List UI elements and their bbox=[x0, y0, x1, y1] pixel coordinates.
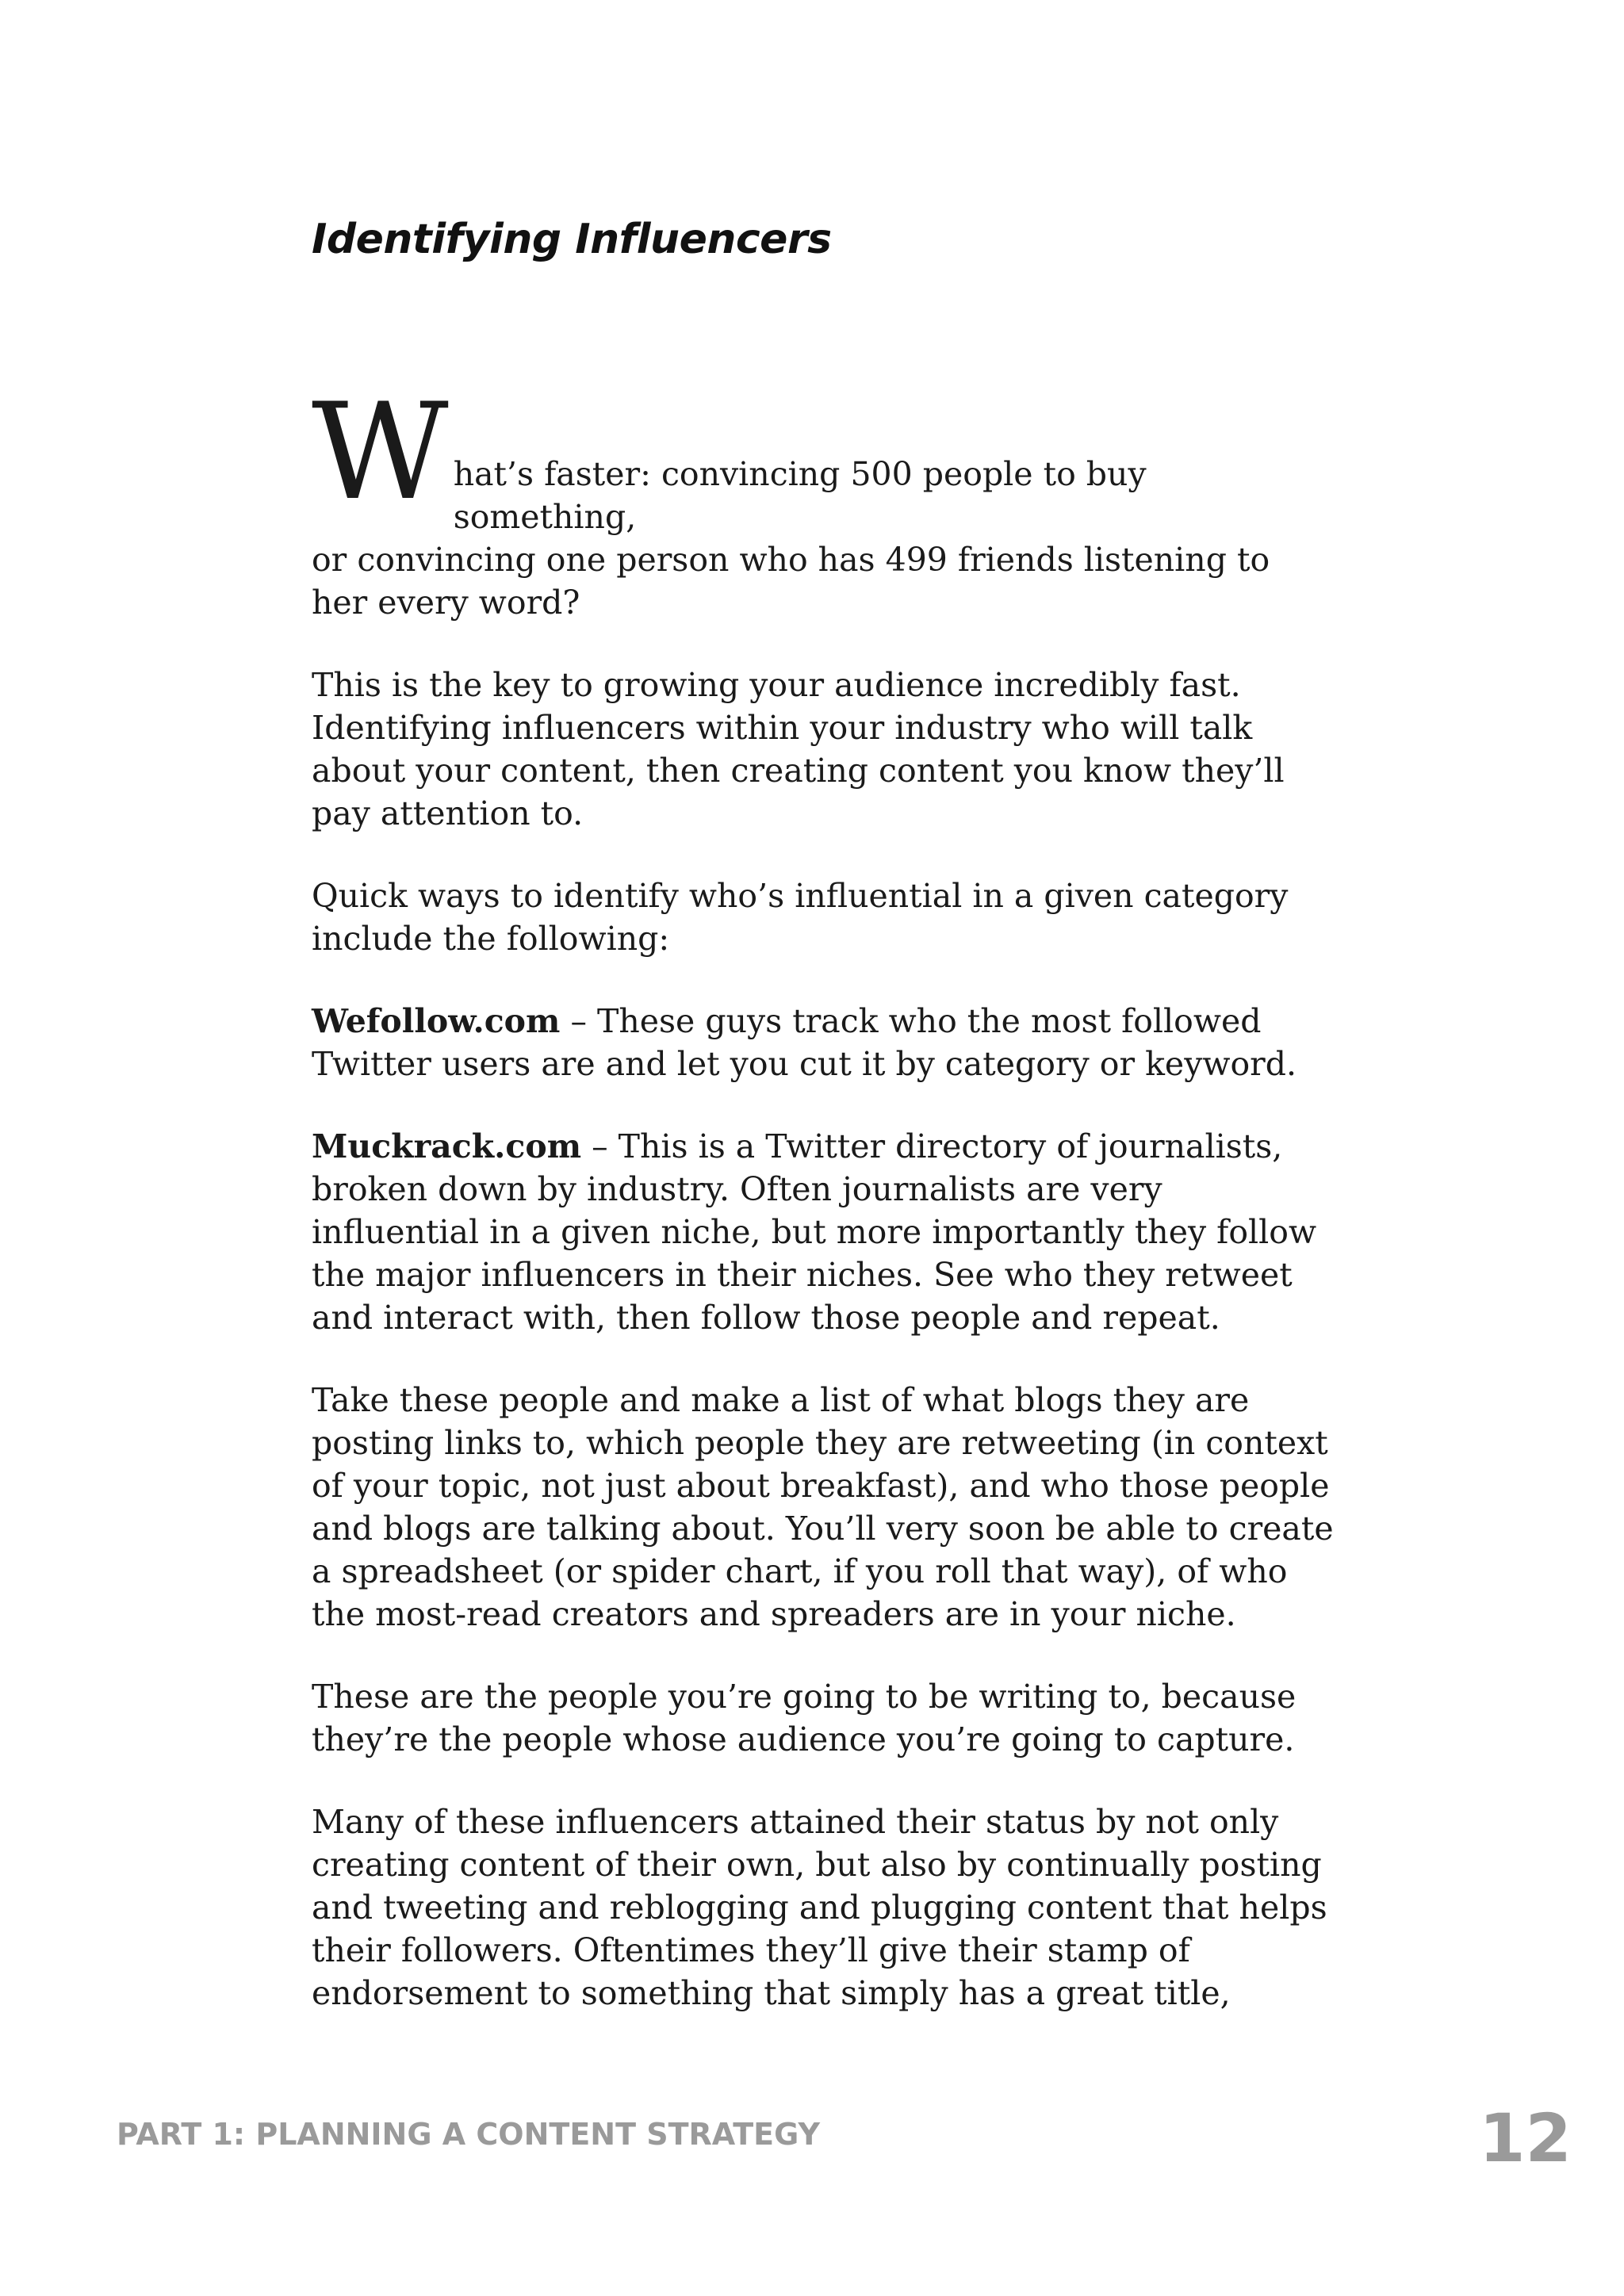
resource-term-muckrack: Muckrack.com bbox=[312, 1127, 582, 1165]
section-heading: Identifying Influencers bbox=[312, 216, 832, 263]
footer-section-label: PART 1: PLANNING A CONTENT STRATEGY bbox=[117, 2117, 821, 2152]
paragraph-people-writing-to: These are the people you’re going to be writing to, because they’re the people whose audience you’re going to capture. bbox=[312, 1678, 1297, 1758]
paragraph-key-to-growth: This is the key to growing your audience incredibly fast. Identifying influencers within your industry who will talk about your content, then creating content you know they’ll pay attention to. bbox=[312, 666, 1285, 832]
paragraph-quick-ways: Quick ways to identify who’s influential in a given category include the following: bbox=[312, 877, 1289, 958]
intro-paragraph bbox=[312, 374, 1335, 624]
page-number: 12 bbox=[1479, 2099, 1572, 2177]
resource-description-muckrack: – This is a Twitter directory of journalists, broken down by industry. Often journalists are very influential in a given niche, but more importantly they follow the major influencers in their niches. See who they retweet and interact with, then follow those people and repeat. bbox=[312, 1127, 1317, 1337]
drop-cap: W bbox=[312, 374, 449, 530]
paragraph-make-a-list: Take these people and make a list of what blogs they are posting links to, which people they are retweeting (in context of your topic, not just about breakfast), and who those people and blogs are talking about. You’ll very soon be able to create a spreadsheet (or spider chart, if you roll that way), of who the most-read creators and spreaders are in your niche. bbox=[312, 1381, 1334, 1633]
resource-description-wefollow: – These guys track who the most followed Twitter users are and let you cut it by category or keyword. bbox=[312, 1002, 1297, 1083]
intro-first-line: hat’s faster: convincing 500 people to buy something, bbox=[453, 455, 1147, 536]
body-text bbox=[312, 374, 1335, 2054]
resource-muckrack bbox=[312, 1125, 1335, 1339]
intro-rest: or convincing one person who has 499 friends listening to her every word? bbox=[312, 541, 1270, 622]
resource-term-wefollow: Wefollow.com bbox=[312, 1002, 561, 1040]
paragraph-influencers-status: Many of these influencers attained their status by not only creating content of their own, but also by continually posting and tweeting and reblogging and plugging content that helps their followers. Oftentimes they’ll give their stamp of endorsement to something that simply has a great title, bbox=[312, 1803, 1327, 2012]
drop-cap-spacer bbox=[312, 392, 1335, 453]
resource-wefollow bbox=[312, 1000, 1335, 1085]
